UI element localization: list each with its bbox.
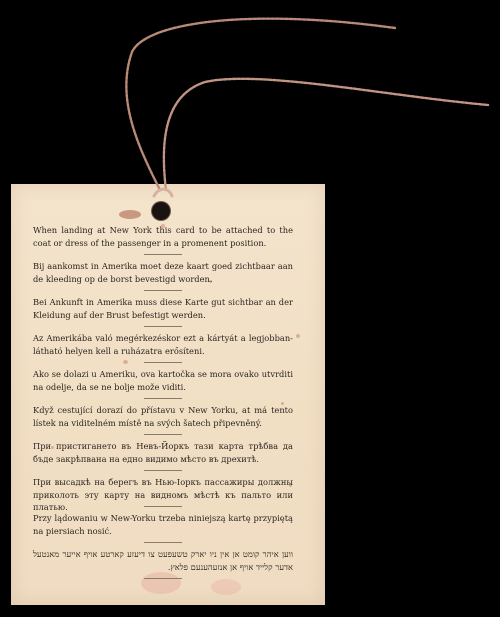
divider-rule [144,362,182,363]
instruction-german: Bei Ankunft in Amerika muss diese Karte gut sichtbar an der Kleidung auf der Brust befestigt werden. [33,297,293,320]
divider-rule [144,470,182,471]
instruction-dutch: Bij aankomst in Amerika moet deze kaart goed zichtbaar aan de kleeding op de borst bevestigd worden. [33,261,293,284]
divider-rule [144,578,182,579]
instruction-blocks [33,224,293,584]
divider-rule [144,398,182,399]
instruction-bulgarian: При пристигането въ Невъ-Йоркъ тази карта трѣбва да бъде закрѣпвана на едно видимо мѣсто въ дрехитѣ. [33,441,293,464]
divider-rule [144,506,182,507]
instruction-english: When landing at New York this card to be attached to the coat or dress of the passenger in a promenent position. [33,225,293,248]
immigrant-tag-card [11,184,325,605]
instruction-polish: Przy lądowaniu w New-Yorku trzeba niniejszą kartę przypiętą na piersiach nosić. [33,513,293,536]
stain-mark [119,210,141,219]
tag-hole [152,202,170,220]
divider-rule [144,254,182,255]
divider-rule [144,542,182,543]
stain-mark [296,334,300,338]
instruction-croatian: Ako se dolazi u Ameriku, ova kartočka se mora ovako utvrditi na odelje, da se ne bolje može viditi. [33,369,293,392]
divider-rule [144,434,182,435]
divider-rule [144,326,182,327]
instruction-hungarian: Az Amerikába való megérkezéskor ezt a kártyát a legjobban-látható helyen kell a ruházatra erősíteni. [33,333,293,356]
divider-rule [144,290,182,291]
instruction-yiddish: ווען איהר קומט אן אין ניו יארק טשעפעט צו דיעזע קארטע אויף אייער מאנטעל אדער קלייד אויף אן אנזעהענעם פלאץ. [33,549,293,572]
instruction-czech: Když cestující dorazí do přístavu v New Yorku, at má tento lístek na viditelném místě na svých šatech připevněný. [33,405,293,428]
instruction-russian: При высадкѣ на берегъ въ Нью-Іоркъ пассажиры должны приколоть эту карту на видномъ мѣстѣ къ пальто или платью. [33,477,293,512]
